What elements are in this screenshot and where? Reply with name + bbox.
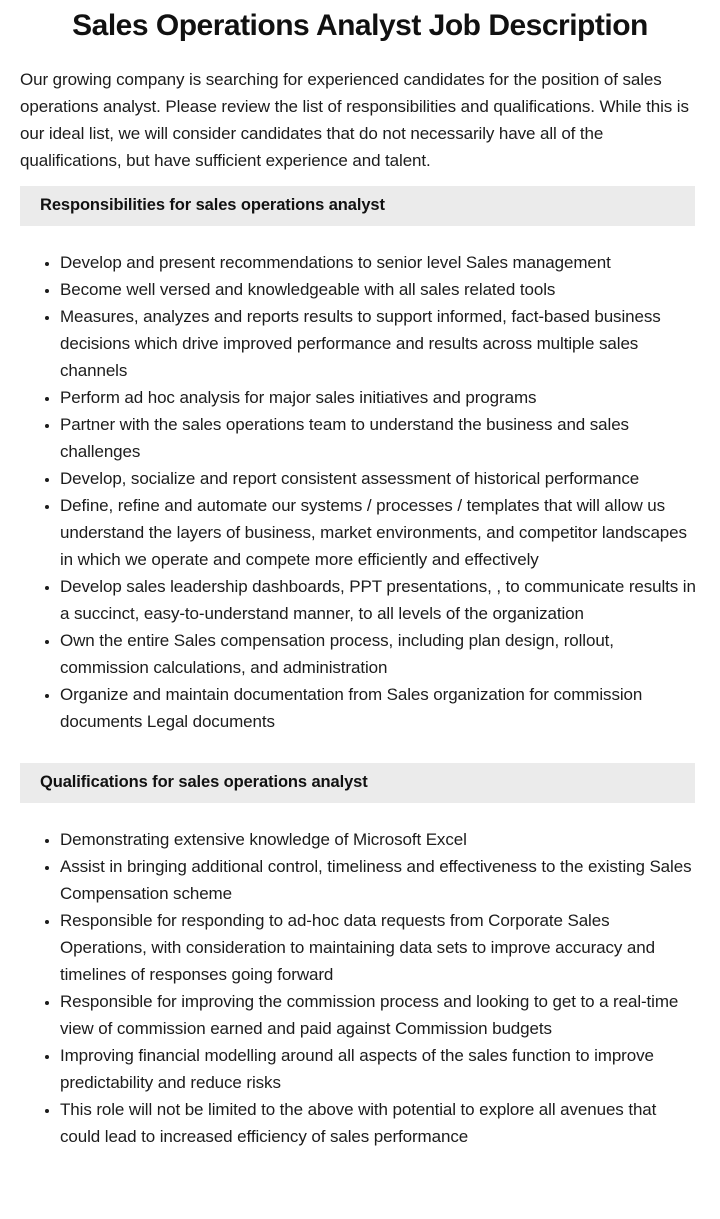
list-item: • This role will not be limited to the above with potential to explore all avenues that could lead to increased efficiency of sales performance — [60, 1096, 700, 1150]
section-responsibilities — [0, 186, 720, 735]
section-qualifications — [0, 763, 720, 1150]
page-title: Sales Operations Analyst Job Description — [72, 9, 648, 42]
list-item: • Measures, analyzes and reports results to support informed, fact-based business decisions which drive improved performance and results across multiple sales channels — [60, 303, 700, 384]
list-item: • Responsible for responding to ad-hoc data requests from Corporate Sales Operations, with consideration to maintaining data sets to improve accuracy and timelines of responses going forward — [60, 907, 700, 988]
list-item: • Improving financial modelling around all aspects of the sales function to improve predictability and reduce risks — [60, 1042, 700, 1096]
list-item: • Develop, socialize and report consistent assessment of historical performance — [60, 465, 700, 492]
qualifications-list — [0, 826, 700, 1150]
list-item: • Become well versed and knowledgeable with all sales related tools — [60, 276, 700, 303]
intro-paragraph: Our growing company is searching for experienced candidates for the position of sales operations analyst. Please review the list of responsibilities and qualifications. While this is our ideal list, we will consider candidates that do not necessarily have all of the qualifications, but have sufficient experience and talent. — [20, 70, 689, 170]
list-item: • Define, refine and automate our systems / processes / templates that will allow us understand the layers of business, market environments, and competitor landscapes in which we operate and compete more efficiently and effectively — [60, 492, 700, 573]
list-item: • Demonstrating extensive knowledge of Microsoft Excel — [60, 826, 700, 853]
list-item: • Organize and maintain documentation from Sales organization for commission documents Legal documents — [60, 681, 700, 735]
qualifications-section-header: Qualifications for sales operations analyst — [20, 763, 695, 803]
responsibilities-list — [0, 249, 700, 735]
list-item: • Responsible for improving the commission process and looking to get to a real-time view of commission earned and paid against Commission budgets — [60, 988, 700, 1042]
list-item: • Own the entire Sales compensation process, including plan design, rollout, commission calculations, and administration — [60, 627, 700, 681]
list-item: • Partner with the sales operations team to understand the business and sales challenges — [60, 411, 700, 465]
list-item: • Develop and present recommendations to senior level Sales management — [60, 249, 700, 276]
list-item: • Perform ad hoc analysis for major sales initiatives and programs — [60, 384, 700, 411]
responsibilities-section-header: Responsibilities for sales operations analyst — [20, 186, 695, 226]
list-item: • Develop sales leadership dashboards, PPT presentations, , to communicate results in a succinct, easy-to-understand manner, to all levels of the organization — [60, 573, 700, 627]
list-item: • Assist in bringing additional control, timeliness and effectiveness to the existing Sales Compensation scheme — [60, 853, 700, 907]
